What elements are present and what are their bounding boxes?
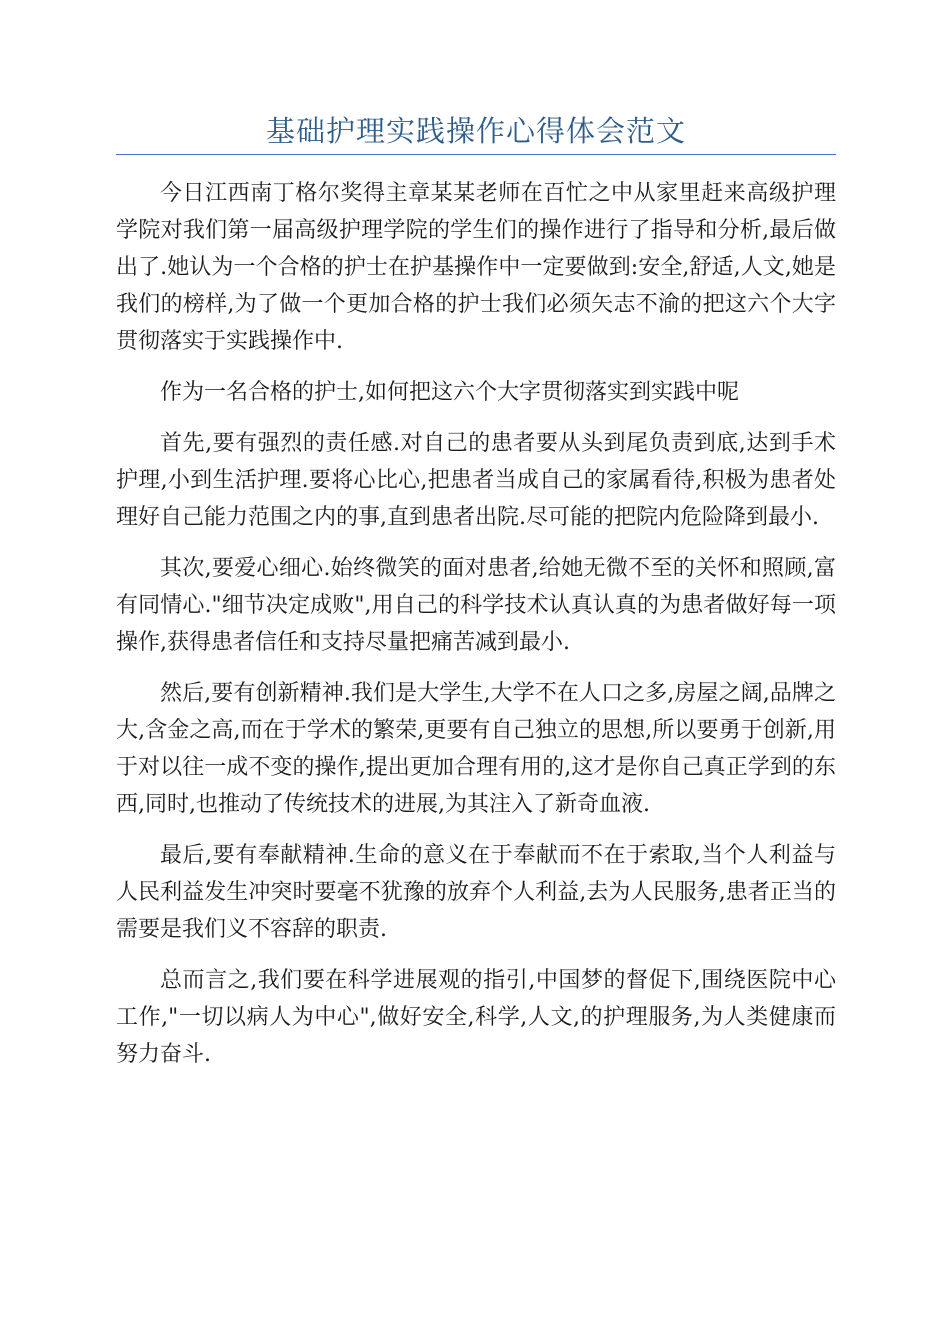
paragraph-conclusion: 总而言之,我们要在科学进展观的指引,中国梦的督促下,围绕医院中心工作,"一切以病人为中心",做好安全,科学,人文,的护理服务,为人类健康而努力奋斗. [116, 968, 836, 1067]
paragraph-care: 其次,要爱心细心.始终微笑的面对患者,给她无微不至的关怀和照顾,富有同情心."细节决定成败",用自己的科学技术认真认真的为患者做好每一项操作,获得患者信任和支持尽量把痛苦减到最小. [116, 556, 836, 655]
paragraph-dedication: 最后,要有奉献精神.生命的意义在于奉献而不在于索取,当个人利益与人民利益发生冲突时要毫不犹豫的放弃个人利益,去为人民服务,患者正当的需要是我们义不容辞的职责. [116, 843, 836, 942]
title-underline [116, 154, 836, 155]
paragraph-question: 作为一名合格的护士,如何把这六个大字贯彻落实到实践中呢 [160, 380, 739, 405]
paragraph-responsibility: 首先,要有强烈的责任感.对自己的患者要从头到尾负责到底,达到手术护理,小到生活护理.要将心比心,把患者当成自己的家属看待,积极为患者处理好自己能力范围之内的事,直到患者出院.尽可能的把院内危险降到最小. [116, 431, 836, 530]
document-page [116, 108, 836, 1087]
document-body [116, 175, 836, 1073]
document-title: 基础护理实践操作心得体会范文 [265, 114, 686, 148]
paragraph-intro: 今日江西南丁格尔奖得主章某某老师在百忙之中从家里赶来高级护理学院对我们第一届高级护理学院的学生们的操作进行了指导和分析,最后做出了.她认为一个合格的护士在护基操作中一定要做到:安全,舒适,人文,她是我们的榜样,为了做一个更加合格的护士我们必须矢志不渝的把这六个大字贯彻落实于实践操作中. [116, 181, 836, 354]
paragraph-innovation: 然后,要有创新精神.我们是大学生,大学不在人口之多,房屋之阔,品牌之大,含金之高,而在于学术的繁荣,更要有自己独立的思想,所以要勇于创新,用于对以往一成不变的操作,提出更加合理有用的,这才是你自己真正学到的东西,同时,也推动了传统技术的进展,为其注入了新奇血液. [116, 681, 836, 817]
